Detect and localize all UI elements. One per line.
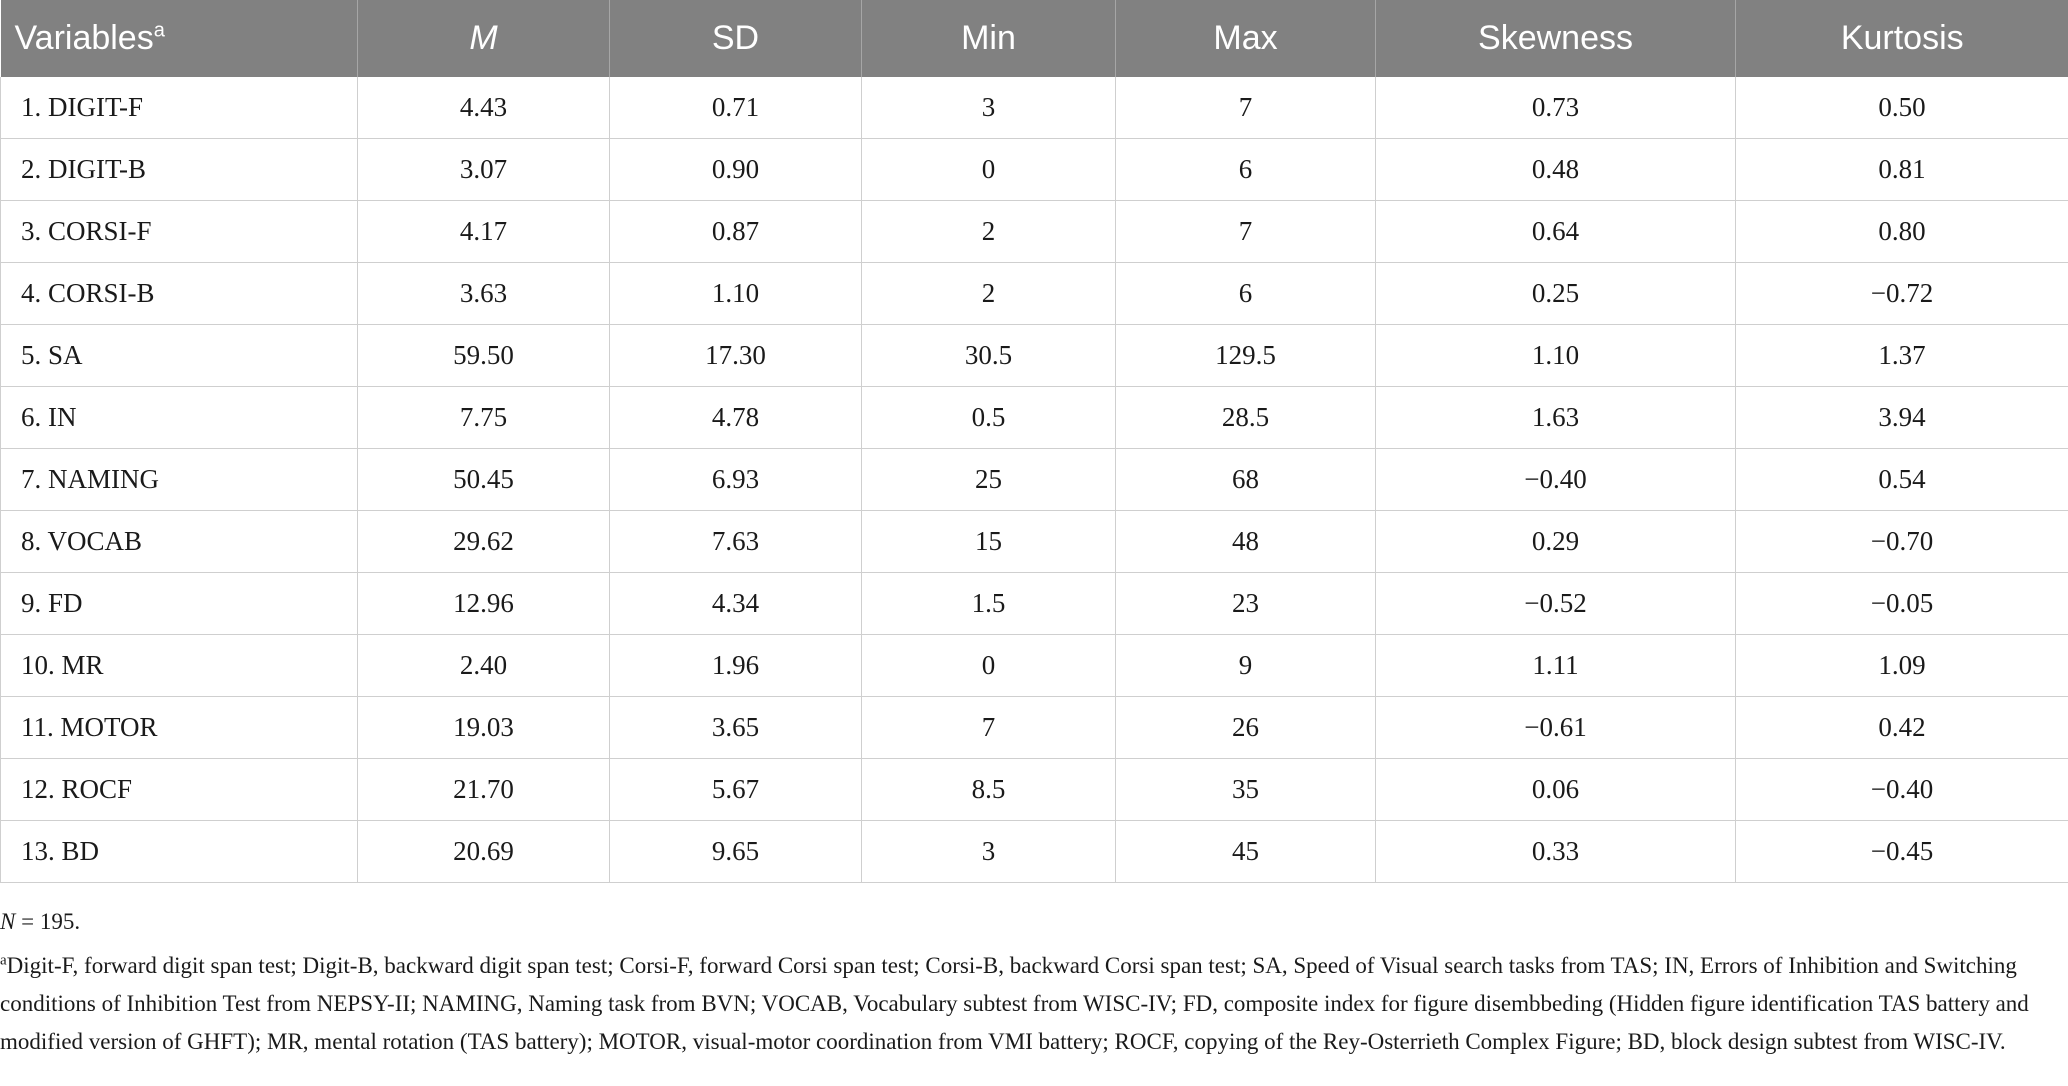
cell-sd: 4.34 (610, 573, 862, 635)
cell-mean: 59.50 (358, 325, 610, 387)
cell-min: 8.5 (862, 759, 1116, 821)
cell-kurtosis: 1.09 (1736, 635, 2068, 697)
cell-variable: 2. DIGIT-B (1, 139, 358, 201)
cell-variable: 8. VOCAB (1, 511, 358, 573)
cell-kurtosis: 0.50 (1736, 77, 2068, 139)
cell-max: 45 (1116, 821, 1376, 883)
table-row (1, 201, 2068, 263)
cell-max: 68 (1116, 449, 1376, 511)
cell-sd: 6.93 (610, 449, 862, 511)
cell-max: 26 (1116, 697, 1376, 759)
cell-mean: 4.17 (358, 201, 610, 263)
cell-sd: 17.30 (610, 325, 862, 387)
cell-sd: 0.90 (610, 139, 862, 201)
cell-skewness: 1.63 (1376, 387, 1736, 449)
cell-max: 23 (1116, 573, 1376, 635)
cell-skewness: 0.64 (1376, 201, 1736, 263)
header-max: Max (1116, 0, 1376, 77)
cell-mean: 21.70 (358, 759, 610, 821)
sample-size-label: N (0, 909, 16, 934)
table-row (1, 77, 2068, 139)
cell-sd: 3.65 (610, 697, 862, 759)
footnote-marker: a (0, 952, 7, 969)
cell-min: 3 (862, 821, 1116, 883)
cell-skewness: −0.52 (1376, 573, 1736, 635)
cell-kurtosis: −0.05 (1736, 573, 2068, 635)
cell-skewness: 0.29 (1376, 511, 1736, 573)
cell-variable: 12. ROCF (1, 759, 358, 821)
cell-skewness: 0.33 (1376, 821, 1736, 883)
cell-kurtosis: −0.40 (1736, 759, 2068, 821)
cell-sd: 0.87 (610, 201, 862, 263)
cell-min: 0 (862, 139, 1116, 201)
cell-kurtosis: 0.54 (1736, 449, 2068, 511)
cell-mean: 29.62 (358, 511, 610, 573)
cell-min: 7 (862, 697, 1116, 759)
cell-mean: 20.69 (358, 821, 610, 883)
cell-mean: 19.03 (358, 697, 610, 759)
cell-variable: 5. SA (1, 325, 358, 387)
cell-kurtosis: −0.70 (1736, 511, 2068, 573)
header-sd: SD (610, 0, 862, 77)
cell-skewness: 0.06 (1376, 759, 1736, 821)
cell-min: 30.5 (862, 325, 1116, 387)
cell-mean: 4.43 (358, 77, 610, 139)
sample-size-value: = 195. (15, 909, 81, 934)
cell-variable: 4. CORSI-B (1, 263, 358, 325)
cell-max: 7 (1116, 201, 1376, 263)
table-row (1, 387, 2068, 449)
table-row (1, 635, 2068, 697)
cell-mean: 2.40 (358, 635, 610, 697)
cell-max: 48 (1116, 511, 1376, 573)
cell-variable: 10. MR (1, 635, 358, 697)
cell-variable: 9. FD (1, 573, 358, 635)
cell-max: 6 (1116, 139, 1376, 201)
cell-skewness: 0.48 (1376, 139, 1736, 201)
cell-mean: 3.63 (358, 263, 610, 325)
cell-mean: 3.07 (358, 139, 610, 201)
table-row (1, 821, 2068, 883)
cell-skewness: −0.40 (1376, 449, 1736, 511)
cell-max: 9 (1116, 635, 1376, 697)
cell-min: 25 (862, 449, 1116, 511)
table-row (1, 759, 2068, 821)
header-skewness: Skewness (1376, 0, 1736, 77)
sample-size-note (0, 903, 2068, 941)
cell-sd: 7.63 (610, 511, 862, 573)
cell-variable: 3. CORSI-F (1, 201, 358, 263)
cell-min: 2 (862, 201, 1116, 263)
table-row (1, 263, 2068, 325)
cell-kurtosis: −0.45 (1736, 821, 2068, 883)
table-row (1, 449, 2068, 511)
cell-sd: 0.71 (610, 77, 862, 139)
footnote-text: Digit-F, forward digit span test; Digit-B, backward digit span test; Corsi-F, forward Corsi span test; Corsi-B, backward Corsi span test; SA, Speed of Visual search tasks from TAS; IN, Errors of Inhibition and Switching conditions of Inhibition Test from NEPSY-II; NAMING, Naming task from BVN; VOCAB, Vocabulary subtest from WISC-IV; FD, composite index for figure disembbeding (Hidden figure identification TAS battery and modified version of GHFT); MR, mental rotation (TAS battery); MOTOR, visual-motor coordination from VMI battery; ROCF, copying of the Rey-Osterrieth Complex Figure; BD, block design subtest from WISC-IV. (0, 953, 2029, 1054)
cell-variable: 6. IN (1, 387, 358, 449)
table-row (1, 325, 2068, 387)
table-notes (0, 883, 2068, 1061)
cell-kurtosis: 1.37 (1736, 325, 2068, 387)
table-row (1, 139, 2068, 201)
cell-variable: 1. DIGIT-F (1, 77, 358, 139)
cell-skewness: 0.73 (1376, 77, 1736, 139)
cell-min: 0 (862, 635, 1116, 697)
table-row (1, 697, 2068, 759)
cell-kurtosis: 0.80 (1736, 201, 2068, 263)
table-header-row (1, 0, 2068, 77)
cell-skewness: −0.61 (1376, 697, 1736, 759)
cell-kurtosis: 0.81 (1736, 139, 2068, 201)
cell-mean: 12.96 (358, 573, 610, 635)
cell-kurtosis: −0.72 (1736, 263, 2068, 325)
cell-min: 15 (862, 511, 1116, 573)
cell-variable: 7. NAMING (1, 449, 358, 511)
cell-max: 7 (1116, 77, 1376, 139)
cell-max: 28.5 (1116, 387, 1376, 449)
cell-min: 1.5 (862, 573, 1116, 635)
table-row (1, 511, 2068, 573)
cell-sd: 1.10 (610, 263, 862, 325)
abbreviation-footnote (0, 947, 2068, 1061)
cell-sd: 5.67 (610, 759, 862, 821)
cell-skewness: 1.11 (1376, 635, 1736, 697)
cell-sd: 1.96 (610, 635, 862, 697)
header-min: Min (862, 0, 1116, 77)
cell-skewness: 0.25 (1376, 263, 1736, 325)
cell-skewness: 1.10 (1376, 325, 1736, 387)
cell-min: 0.5 (862, 387, 1116, 449)
table-row (1, 573, 2068, 635)
cell-mean: 7.75 (358, 387, 610, 449)
cell-sd: 4.78 (610, 387, 862, 449)
header-kurtosis: Kurtosis (1736, 0, 2068, 77)
cell-max: 6 (1116, 263, 1376, 325)
cell-kurtosis: 3.94 (1736, 387, 2068, 449)
cell-mean: 50.45 (358, 449, 610, 511)
cell-variable: 13. BD (1, 821, 358, 883)
cell-variable: 11. MOTOR (1, 697, 358, 759)
cell-sd: 9.65 (610, 821, 862, 883)
cell-min: 2 (862, 263, 1116, 325)
cell-kurtosis: 0.42 (1736, 697, 2068, 759)
cell-max: 129.5 (1116, 325, 1376, 387)
header-mean: M (358, 0, 610, 77)
cell-min: 3 (862, 77, 1116, 139)
cell-max: 35 (1116, 759, 1376, 821)
header-variables: Variables$^a$ (1, 0, 358, 77)
